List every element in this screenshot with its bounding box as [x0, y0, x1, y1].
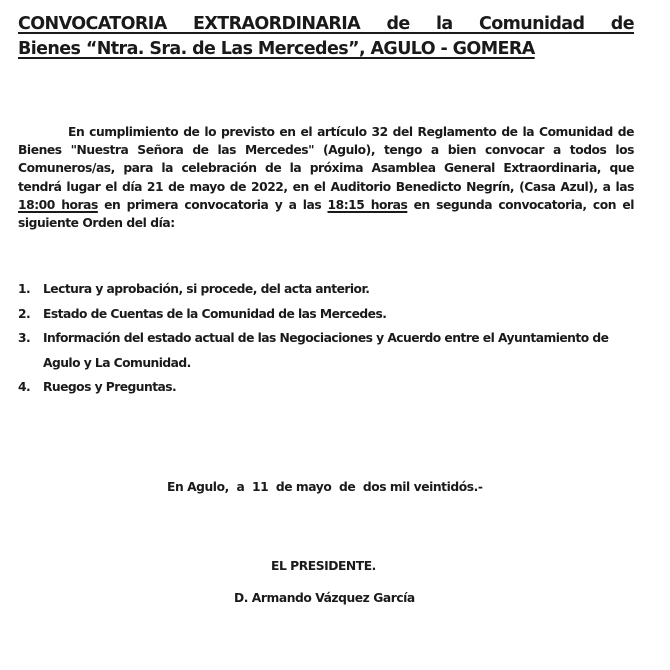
- signatory-name: D. Armando Vázquez García: [234, 591, 415, 605]
- agenda-item-number: 4.: [18, 380, 31, 394]
- intro-text-part-1: En cumplimiento de lo previsto en el artículo 32 del Reglamento de la Comunidad de Bienes "Nuestra Señora de las Mercedes" (Agulo), tengo a bien convocar a todos los Comuneros/as, para la celebración de la próxima Asamblea General Extraordinaria, que tendrá lugar el día 21 de mayo de 2022, en el Auditorio Benedicto Negrín, (Casa Azul), a las: [18, 125, 634, 194]
- agenda-item-text: Lectura y aprobación, si procede, del acta anterior.: [43, 282, 370, 296]
- signatory-role: EL PRESIDENTE.: [271, 559, 376, 573]
- agenda-item: [18, 277, 638, 302]
- intro-text-part-2: en primera convocatoria y a las: [97, 197, 328, 212]
- title-line-1: CONVOCATORIA EXTRAORDINARIA de la Comunidad de: [18, 14, 634, 34]
- agenda-list: [18, 277, 638, 400]
- agenda-item-number: 2.: [18, 306, 31, 321]
- place-and-date: En Agulo, a 11 de mayo de dos mil veintidós.-: [167, 480, 483, 494]
- first-call-time: 18:00 horas: [18, 197, 98, 212]
- agenda-item-text: Información del estado actual de las Negociaciones y Acuerdo entre el Ayuntamiento de Agulo y La Comunidad.: [43, 331, 609, 370]
- agenda-item-number: 3.: [18, 331, 31, 345]
- agenda-item: [18, 375, 638, 400]
- agenda-item-text: Ruegos y Preguntas.: [43, 380, 177, 394]
- agenda-item: [18, 302, 638, 327]
- title-line-2: Bienes “Ntra. Sra. de Las Mercedes”, AGULO - GOMERA: [18, 39, 535, 59]
- agenda-item-number: 1.: [18, 282, 31, 296]
- intro-paragraph: [18, 123, 634, 232]
- second-call-time: 18:15 horas: [327, 197, 408, 212]
- intro-text-part-3: en segunda convocatoria, con el siguiente Orden del día:: [18, 197, 634, 231]
- document-title: [18, 12, 634, 62]
- agenda-item: [18, 326, 638, 375]
- agenda-item-text: Estado de Cuentas de la Comunidad de las Mercedes.: [43, 306, 387, 321]
